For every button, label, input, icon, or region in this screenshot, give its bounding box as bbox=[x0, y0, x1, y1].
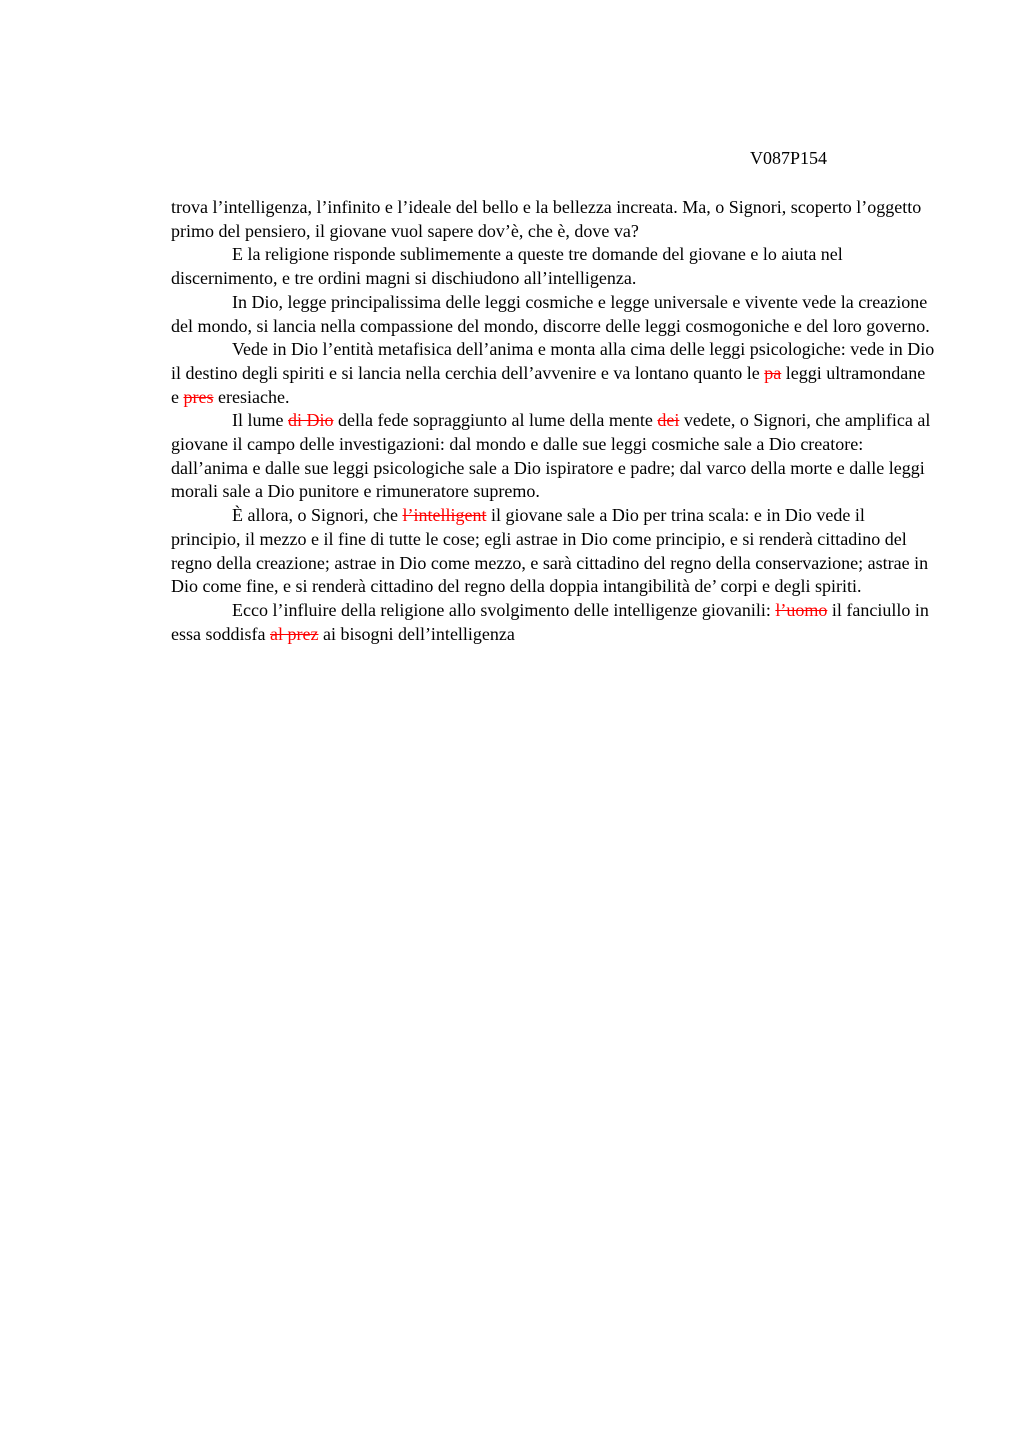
text-segment: vedete, o Signori, che amplifica al giovane il campo delle investigazioni: dal mondo e dalle sue leggi cosmiche sale a Dio creatore: dall’anima e dalle sue leggi psicologiche sale a Dio ispiratore e padre; dal varco della morte e dalle leggi morali sale a Dio punitore e rimuneratore supremo. bbox=[171, 410, 931, 502]
paragraph-2 bbox=[171, 243, 936, 290]
paragraph-7 bbox=[171, 599, 936, 646]
page-identifier: V087P154 bbox=[750, 148, 828, 168]
deleted-text: l’intelligent bbox=[402, 505, 487, 526]
paragraph-1 bbox=[171, 196, 936, 243]
paragraph-5 bbox=[171, 409, 936, 504]
document-body bbox=[171, 196, 936, 646]
text-segment: Il lume bbox=[232, 410, 288, 431]
deleted-text: dei bbox=[657, 410, 680, 431]
deleted-text: pres bbox=[183, 386, 214, 407]
text-segment: il fanciullo in essa soddisfa bbox=[171, 599, 929, 644]
text-segment: Ecco l’influire della religione allo svolgimento delle intelligenze giovanili: bbox=[232, 599, 776, 620]
paragraph-4 bbox=[171, 338, 936, 409]
text-segment: della fede sopraggiunto al lume della mente bbox=[333, 410, 658, 431]
deleted-text: pa bbox=[764, 362, 782, 383]
text-segment: il giovane sale a Dio per trina scala: e in Dio vede il principio, il mezzo e il fine di tutte le cose; egli astrae in Dio come principio, e si renderà cittadino del regno della creazione; astrae in Dio come mezzo, e sarà cittadino del regno della conservazione; astrae in Dio come fine, e si renderà cittadino del regno della doppia intangibilità de’ corpi e degli spiriti. bbox=[171, 505, 929, 597]
text-segment: eresiache. bbox=[213, 386, 290, 407]
text-segment: In Dio, legge principalissima delle leggi cosmiche e legge universale e vivente vede la creazione del mondo, si lancia nella compassione del mondo, discorre delle leggi cosmogoniche e del loro governo. bbox=[171, 291, 930, 336]
text-segment: leggi ultramondane e bbox=[171, 362, 926, 407]
paragraph-3 bbox=[171, 291, 936, 338]
paragraph-6 bbox=[171, 504, 936, 599]
deleted-text: di Dio bbox=[288, 410, 334, 431]
text-segment: E la religione risponde sublimemente a queste tre domande del giovane e lo aiuta nel discernimento, e tre ordini magni si dischiudono all’intelligenza. bbox=[171, 244, 843, 289]
text-segment: trova l’intelligenza, l’infinito e l’ideale del bello e la bellezza increata. Ma, o Signori, scoperto l’oggetto primo del pensiero, il giovane vuol sapere dov’è, che è, dove va? bbox=[171, 197, 922, 241]
text-segment: Vede in Dio l’entità metafisica dell’anima e monta alla cima delle leggi psicologiche: vede in Dio il destino degli spiriti e si lancia nella cerchia dell’avvenire e va lontano quanto le bbox=[171, 339, 935, 383]
text-segment: È allora, o Signori, che bbox=[232, 505, 403, 526]
text-segment: ai bisogni dell’intelligenza bbox=[318, 623, 515, 644]
deleted-text: l’uomo bbox=[775, 599, 828, 620]
deleted-text: al prez bbox=[269, 623, 319, 644]
